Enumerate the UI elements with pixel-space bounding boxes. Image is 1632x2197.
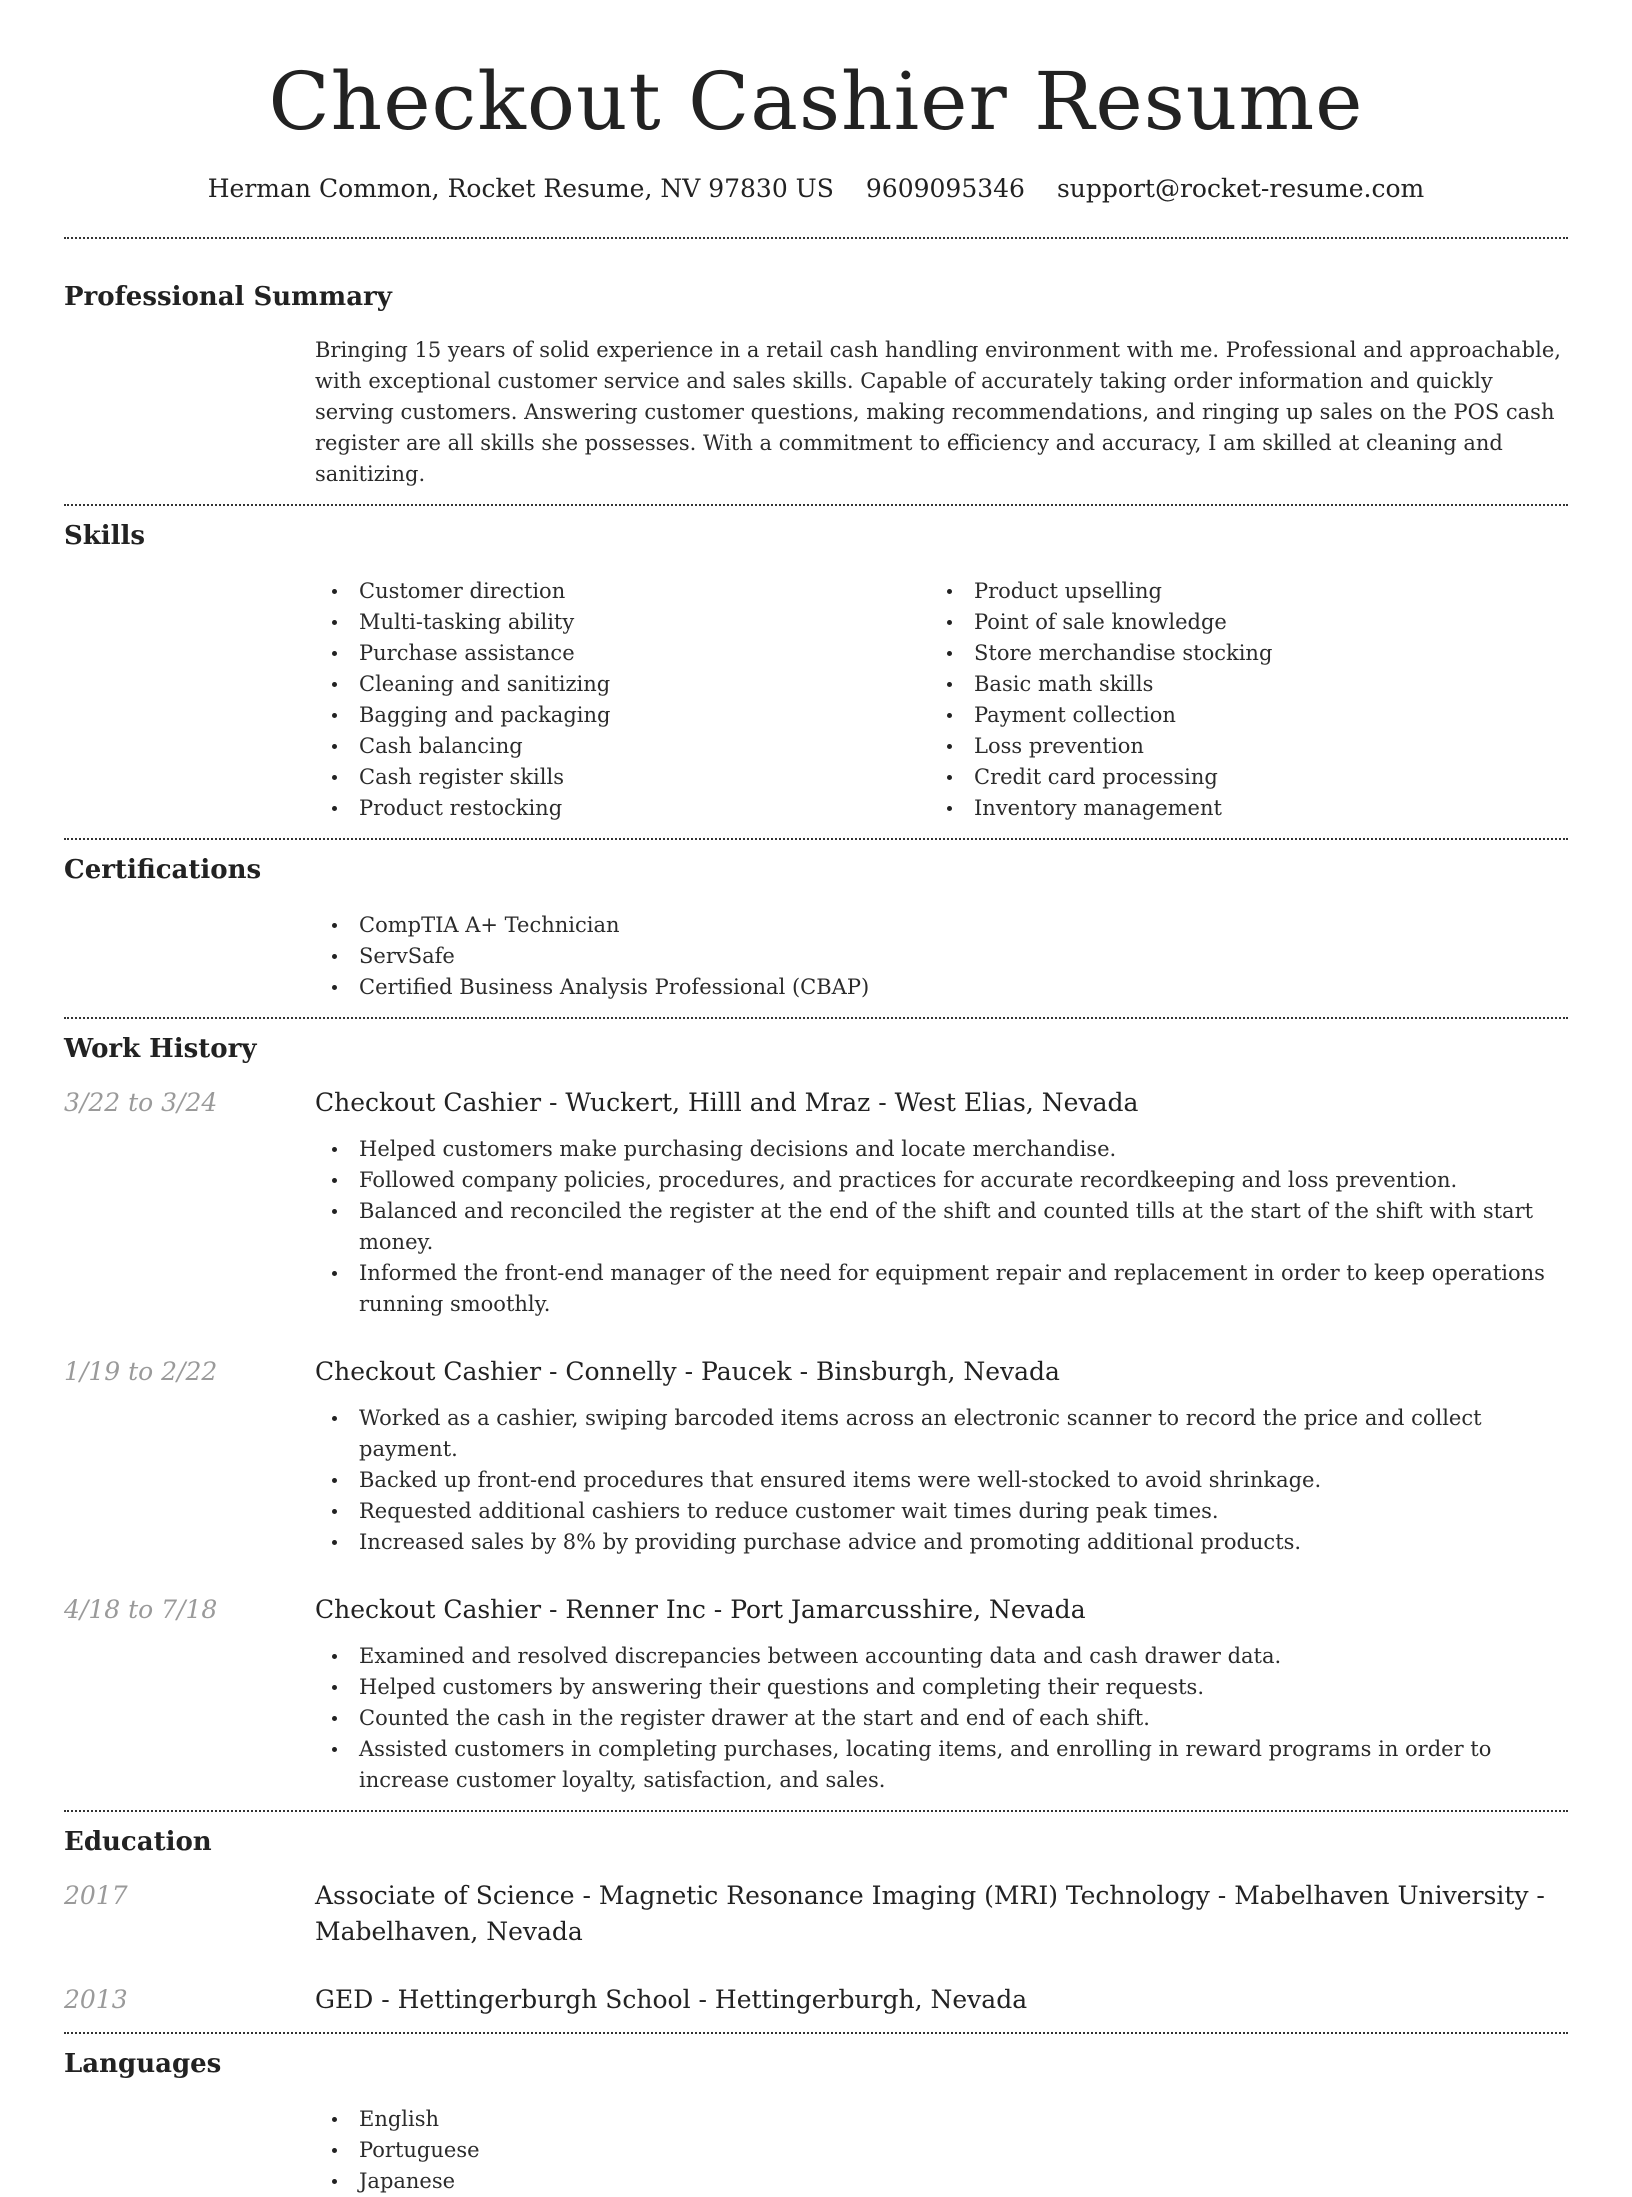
- skill-item: Cash register skills: [315, 762, 930, 793]
- skills-heading: Skills: [64, 521, 146, 551]
- education-entry: [64, 1878, 1568, 1950]
- language-item: Japanese: [315, 2166, 1568, 2197]
- skill-item: Cash balancing: [315, 731, 930, 762]
- certifications-list: [315, 910, 1568, 1017]
- contact-line: [64, 172, 1568, 206]
- address-text: Herman Common, Rocket Resume, NV 97830 US: [207, 174, 834, 203]
- education-section: [64, 1812, 1568, 2034]
- email-text: support@rocket-resume.com: [1056, 174, 1425, 203]
- job-bullets: [315, 1134, 1568, 1320]
- skill-item: Credit card processing: [930, 762, 1545, 793]
- job-dates: 4/18 to 7/18: [64, 1595, 218, 1624]
- education-heading: Education: [64, 1827, 212, 1857]
- language-item: Portuguese: [315, 2135, 1568, 2166]
- languages-list: [315, 2104, 1568, 2197]
- skill-item: Purchase assistance: [315, 638, 930, 669]
- job-title: Checkout Cashier - Connelly - Paucek - Binsburgh, Nevada: [315, 1357, 1060, 1386]
- resume-page: [64, 0, 1568, 2197]
- job-bullets: [315, 1641, 1568, 1796]
- job-bullet: Helped customers make purchasing decisions and locate merchandise.: [315, 1134, 1568, 1165]
- skill-item: Point of sale knowledge: [930, 607, 1545, 638]
- job-title: Checkout Cashier - Wuckert, Hilll and Mraz - West Elias, Nevada: [315, 1088, 1139, 1117]
- job-entry: [64, 1354, 1568, 1558]
- languages-heading: Languages: [64, 2049, 222, 2079]
- summary-text: Bringing 15 years of solid experience in a retail cash handling environment with me. Professional and approachable, with exceptional customer service and sales skills. Capable of accurately taking order information and quickly serving customers. Answering customer questions, making recommendations, and ringing up sales on the POS cash register are all skills she possesses. With a commitment to efficiency and accuracy, I am skilled at cleaning and sanitizing.: [315, 338, 1561, 486]
- phone-text: 9609095346: [865, 174, 1025, 203]
- certification-item: CompTIA A+ Technician: [315, 910, 1568, 941]
- education-entry: [64, 1982, 1568, 2018]
- skills-list-right: [930, 576, 1545, 824]
- job-bullet: Followed company policies, procedures, and practices for accurate recordkeeping and loss prevention.: [315, 1165, 1568, 1196]
- skill-item: Product restocking: [315, 793, 930, 824]
- job-dates: 1/19 to 2/22: [64, 1357, 218, 1386]
- skill-item: Payment collection: [930, 700, 1545, 731]
- skill-item: Loss prevention: [930, 731, 1545, 762]
- skill-item: Bagging and packaging: [315, 700, 930, 731]
- skill-item: Basic math skills: [930, 669, 1545, 700]
- job-bullet: Worked as a cashier, swiping barcoded items across an electronic scanner to record the price and collect payment.: [315, 1403, 1568, 1465]
- certification-item: Certified Business Analysis Professional (CBAP): [315, 972, 1568, 1003]
- certification-item: ServSafe: [315, 941, 1568, 972]
- skill-item: Product upselling: [930, 576, 1545, 607]
- job-dates: 3/22 to 3/24: [64, 1088, 218, 1117]
- skill-item: Cleaning and sanitizing: [315, 669, 930, 700]
- job-bullet: Increased sales by 8% by providing purchase advice and promoting additional products.: [315, 1527, 1568, 1558]
- summary-heading: Professional Summary: [64, 282, 392, 312]
- resume-title: Checkout Cashier Resume: [268, 55, 1364, 148]
- job-bullet: Informed the front-end manager of the need for equipment repair and replacement in order to keep operations running smoothly.: [315, 1258, 1568, 1320]
- job-bullet: Counted the cash in the register drawer at the start and end of each shift.: [315, 1703, 1568, 1734]
- skills-section: [64, 506, 1568, 840]
- job-entry: [64, 1592, 1568, 1796]
- job-bullet: Balanced and reconciled the register at the end of the shift and counted tills at the start of the shift with start money.: [315, 1196, 1568, 1258]
- education-year: 2017: [64, 1881, 128, 1910]
- job-entry: [64, 1085, 1568, 1320]
- languages-section: [64, 2034, 1568, 2197]
- work-history-section: [64, 1019, 1568, 1812]
- skill-item: Store merchandise stocking: [930, 638, 1545, 669]
- education-title: Associate of Science - Magnetic Resonance Imaging (MRI) Technology - Mabelhaven University - Mabelhaven, Nevada: [315, 1881, 1545, 1946]
- job-bullet: Examined and resolved discrepancies between accounting data and cash drawer data.: [315, 1641, 1568, 1672]
- work-history-heading: Work History: [64, 1034, 257, 1064]
- job-title: Checkout Cashier - Renner Inc - Port Jamarcusshire, Nevada: [315, 1595, 1086, 1624]
- language-item: English: [315, 2104, 1568, 2135]
- skill-item: Inventory management: [930, 793, 1545, 824]
- job-bullet: Assisted customers in completing purchases, locating items, and enrolling in reward programs in order to increase customer loyalty, satisfaction, and sales.: [315, 1734, 1568, 1796]
- job-bullet: Requested additional cashiers to reduce customer wait times during peak times.: [315, 1496, 1568, 1527]
- job-bullets: [315, 1403, 1568, 1558]
- certifications-section: [64, 840, 1568, 1019]
- skill-item: Multi-tasking ability: [315, 607, 930, 638]
- job-bullet: Helped customers by answering their questions and completing their requests.: [315, 1672, 1568, 1703]
- summary-section: [64, 239, 1568, 506]
- education-title: GED - Hettingerburgh School - Hettingerburgh, Nevada: [315, 1985, 1028, 2014]
- skill-item: Customer direction: [315, 576, 930, 607]
- job-bullet: Backed up front-end procedures that ensured items were well-stocked to avoid shrinkage.: [315, 1465, 1568, 1496]
- education-year: 2013: [64, 1985, 128, 2014]
- skills-list-left: [315, 576, 930, 824]
- certifications-heading: Certifications: [64, 855, 262, 885]
